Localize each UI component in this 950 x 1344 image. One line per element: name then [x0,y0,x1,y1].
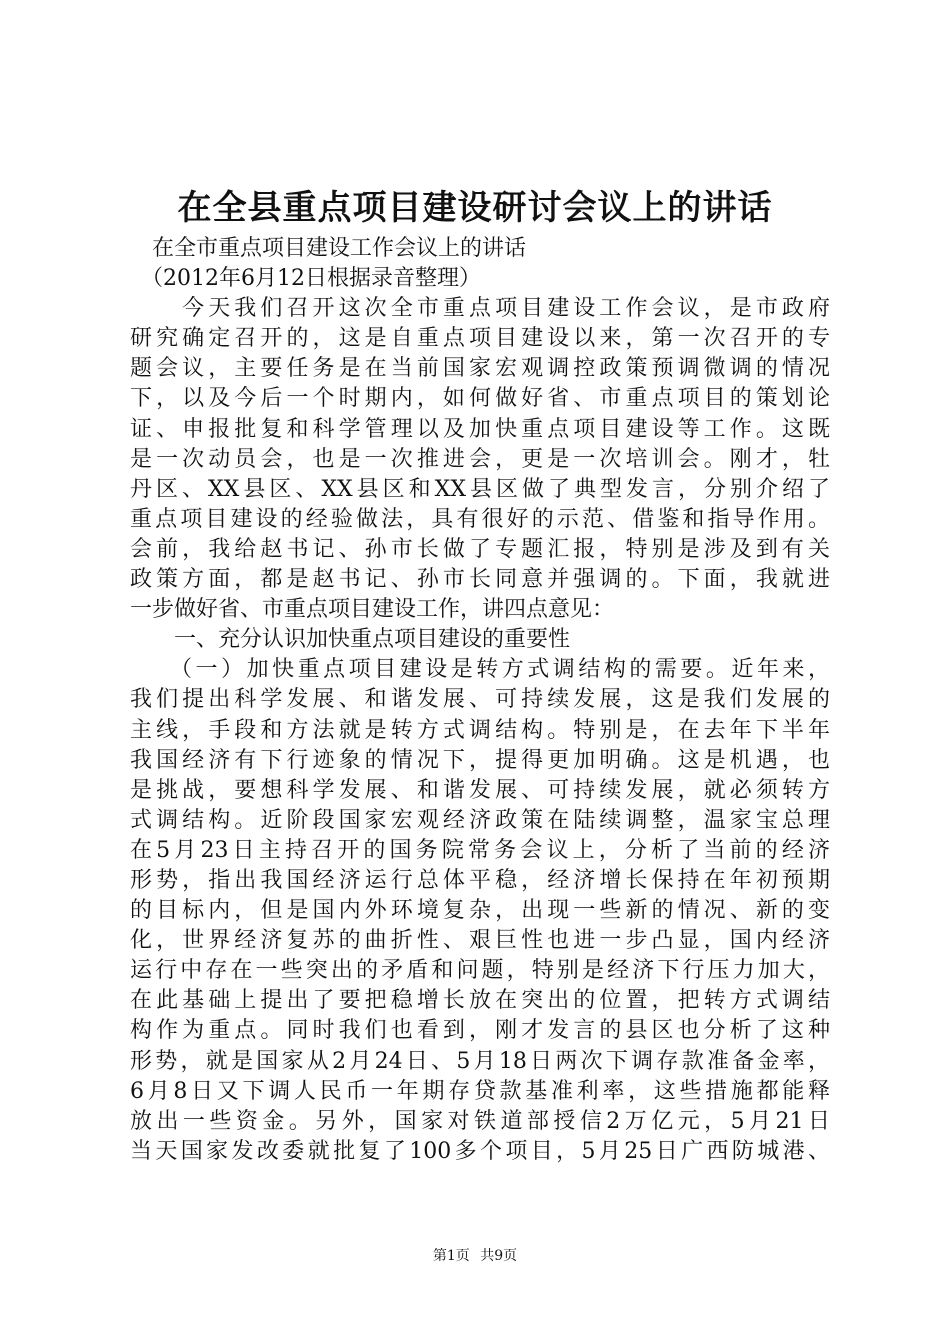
paragraph-line: 重点项目建设的经验做法，具有很好的示范、借鉴和指导作用。 [130,506,830,532]
paragraph-line: 式调结构。近阶段国家宏观经济政策在陆续调整，温家宝总理 [130,807,830,833]
paragraph-line: 形势，指出我国经济运行总体平稳，经济增长保持在年初预期 [130,867,830,893]
paragraph-line: 研究确定召开的，这是自重点项目建设以来，第一次召开的专 [130,326,830,352]
paragraph-line: 是一次动员会，也是一次推进会，更是一次培训会。刚才，牡 [130,446,830,472]
paragraph-line: 下，以及今后一个时期内，如何做好省、市重点项目的策划论 [130,386,830,412]
subtitle-line: 在全市重点项目建设工作会议上的讲话 [130,236,527,261]
paragraph-line: 今天我们召开这次全市重点项目建设工作会议，是市政府 [130,296,830,322]
page-total: 共9页 [480,1248,518,1264]
paragraph-line: 题会议，主要任务是在当前国家宏观调控政策预调微调的情况 [130,356,830,382]
document-title: 在全县重点项目建设研讨会议上的讲话 [177,188,773,228]
paragraph-line: 在5月23日主持召开的国务院常务会议上，分析了当前的经济 [130,837,830,863]
paragraph-line: 放出一些资金。另外，国家对铁道部授信2万亿元，5月21日 [130,1108,830,1134]
paragraph-line: 在此基础上提出了要把稳增长放在突出的位置，把转方式调结 [130,988,830,1014]
paragraph-line: 主线，手段和方法就是转方式调结构。特别是，在去年下半年 [130,717,830,743]
document-body [130,234,830,1167]
paragraph-line: 的目标内，但是国内外环境复杂，出现一些新的情况、新的变 [130,898,830,924]
paragraph-line: 会前，我给赵书记、孙市长做了专题汇报，特别是涉及到有关 [130,536,830,562]
paragraph-line: 当天国家发改委就批复了100多个项目，5月25日广西防城港、 [130,1138,830,1164]
paragraph-line: 丹区、XX县区、XX县区和XX县区做了典型发言，分别介绍了 [130,476,830,502]
paragraph-line: （一）加快重点项目建设是转方式调结构的需要。近年来， [130,657,830,683]
paragraph-line: 6月8日又下调人民币一年期存贷款基准利率，这些措施都能释 [130,1078,830,1104]
paragraph-line: 形势，就是国家从2月24日、5月18日两次下调存款准备金率， [130,1048,830,1074]
paragraph-line: 构作为重点。同时我们也看到，刚才发言的县区也分析了这种 [130,1018,830,1044]
paragraph-line: 我们提出科学发展、和谐发展、可持续发展，这是我们发展的 [130,687,830,713]
paragraph-line: 运行中存在一些突出的矛盾和问题，特别是经济下行压力加大， [130,958,830,984]
paragraph-line: 化，世界经济复苏的曲折性、艰巨性也进一步凸显，国内经济 [130,928,830,954]
paragraph-line: 证、申报批复和科学管理以及加快重点项目建设等工作。这既 [130,416,830,442]
date-line: （2012年6月12日根据录音整理） [130,266,481,292]
paragraph-line: 一步做好省、市重点项目建设工作，讲四点意见： [130,597,615,623]
section-heading: 一、充分认识加快重点项目建设的重要性 [130,627,571,653]
page-number: 第1页 [432,1248,470,1264]
page-footer [0,1245,950,1265]
paragraph-line: 是挑战，要想科学发展、和谐发展、可持续发展，就必须转方 [130,777,830,803]
paragraph-line: 我国经济有下行迹象的情况下，提得更加明确。这是机遇，也 [130,747,830,773]
paragraph-line: 政策方面，都是赵书记、孙市长同意并强调的。下面，我就进 [130,567,830,593]
